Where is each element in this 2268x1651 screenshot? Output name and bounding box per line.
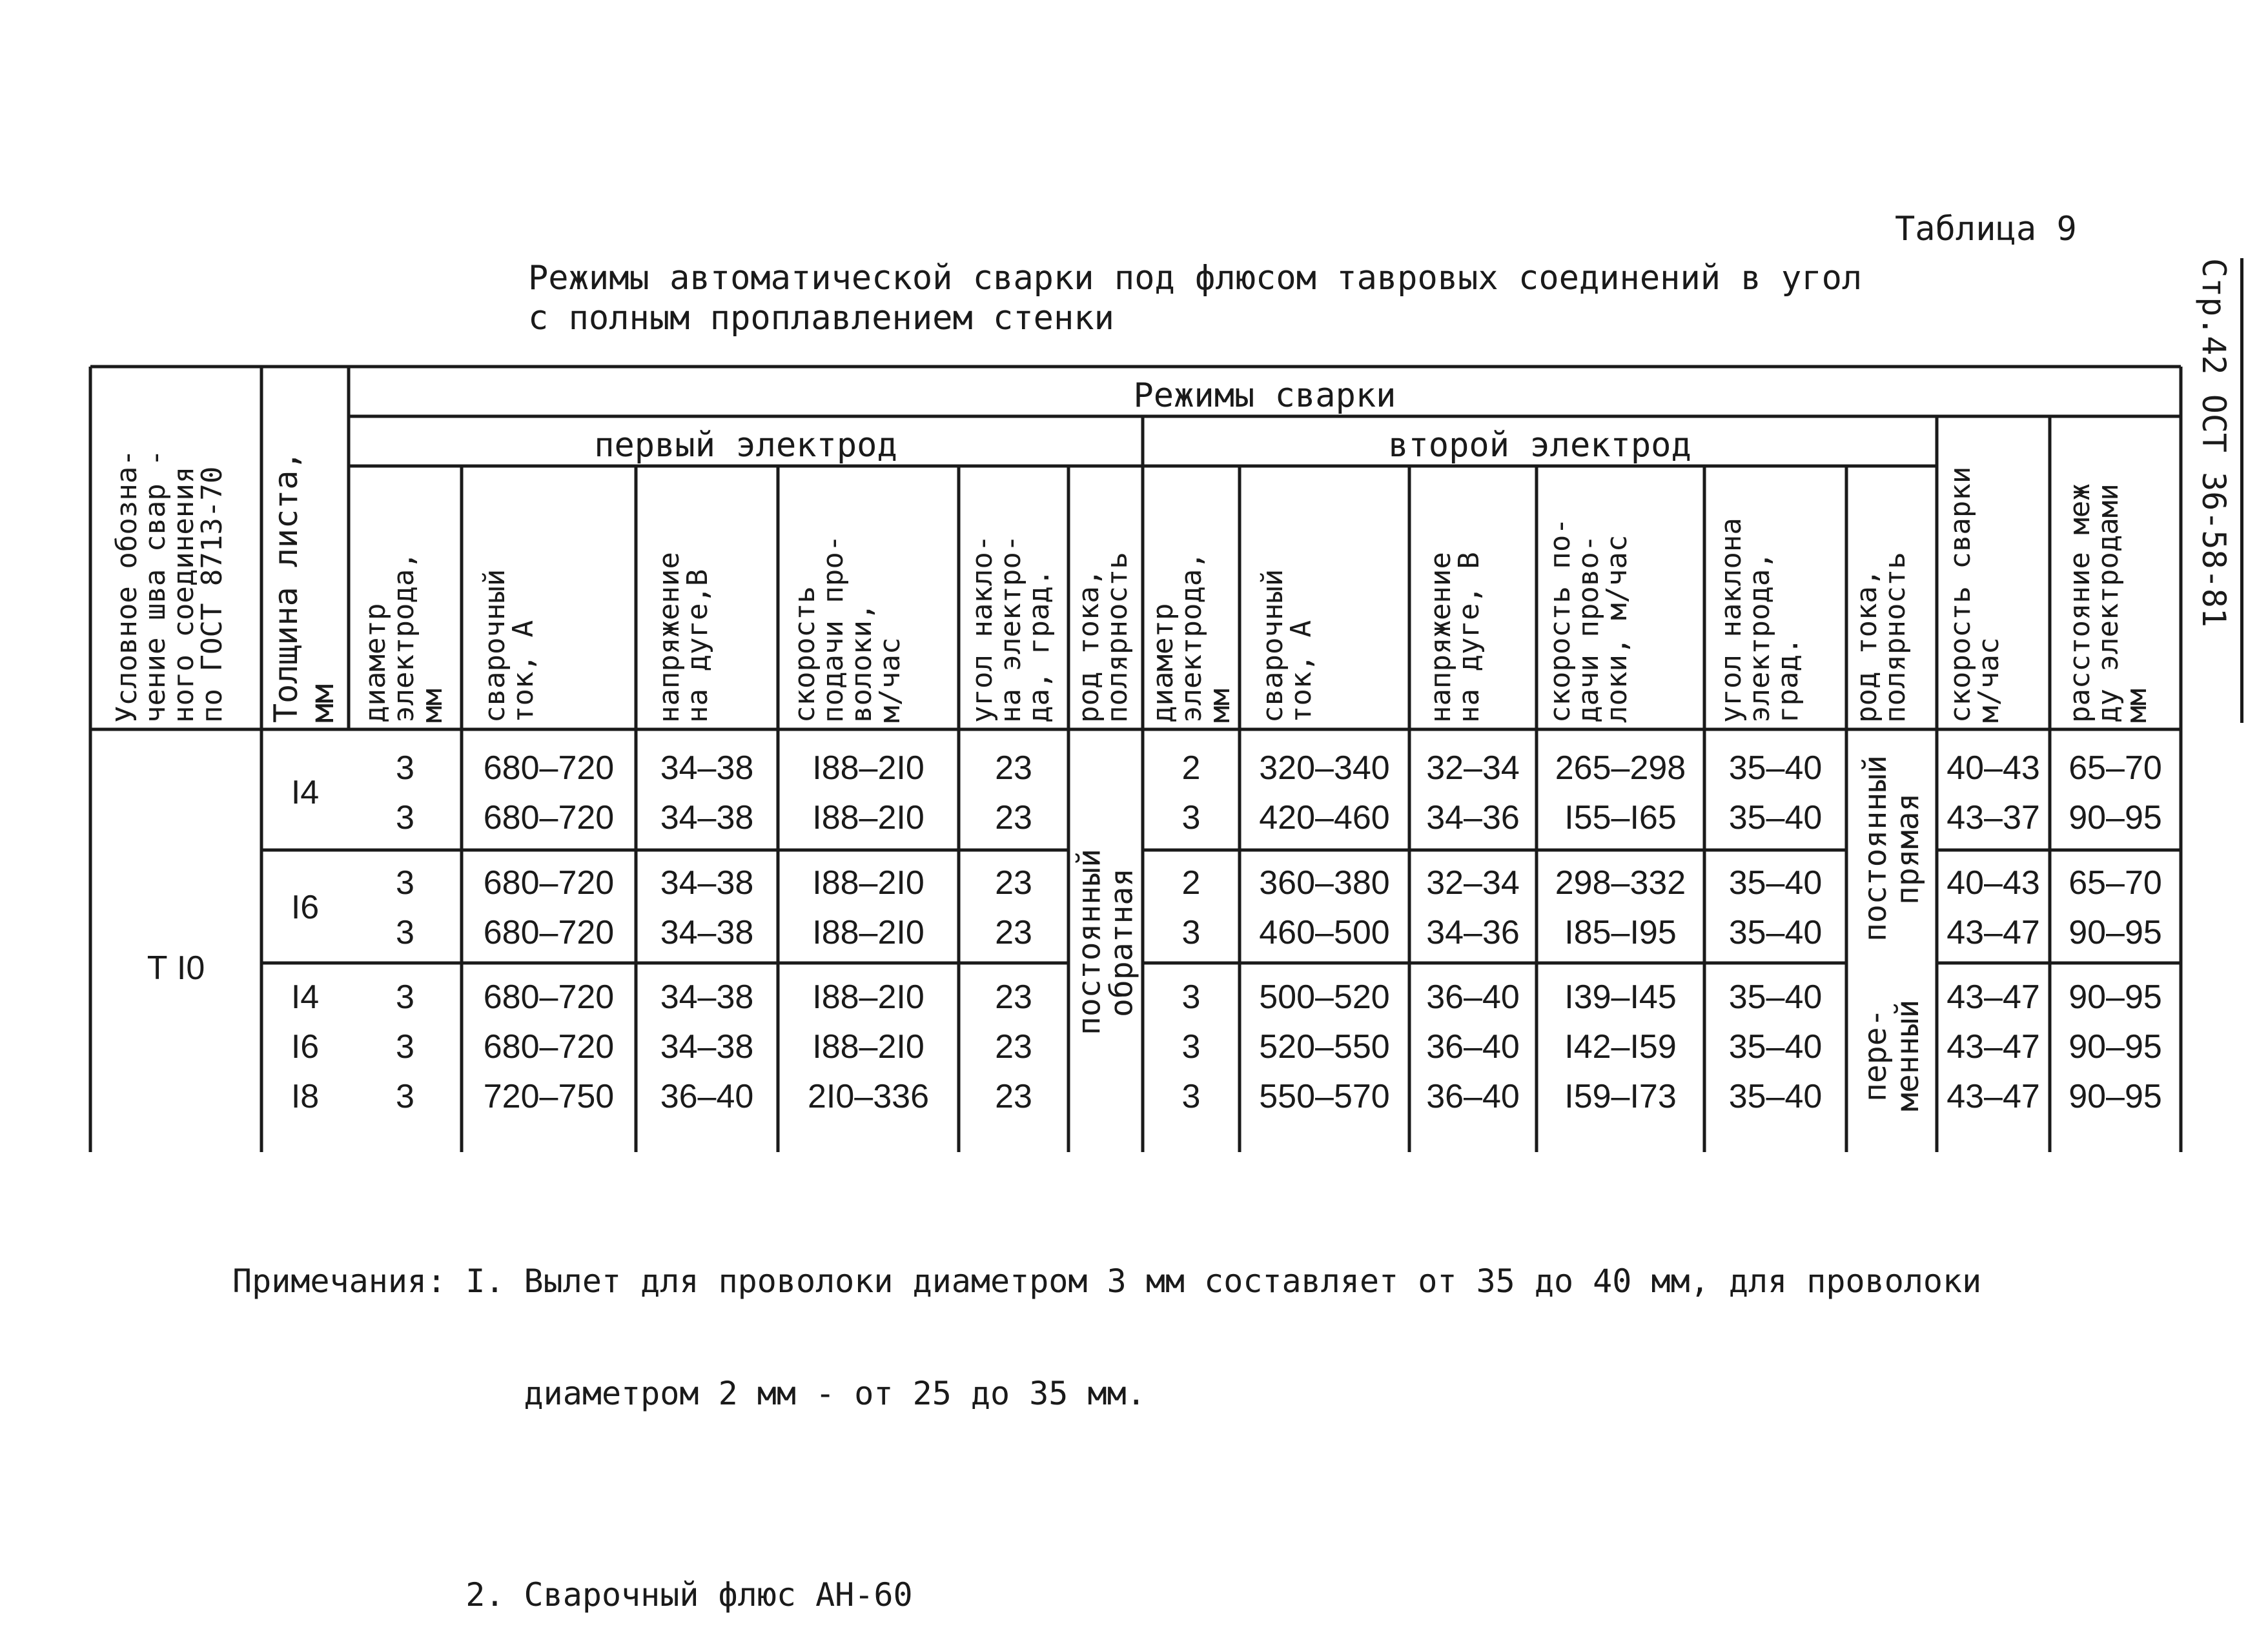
header-joint-designation: Условное обозна- чение шва свар - ного соединения по ГОСТ 8713-70	[110, 449, 229, 723]
table-number: Таблица 9	[1895, 210, 2077, 248]
header-e1-polarity: род тока, полярность	[1072, 552, 1134, 723]
header-e2-diameter: диаметр электрода, мм	[1147, 552, 1236, 723]
page-side-label: Стр.42 ОСТ 36-58-81	[2195, 258, 2243, 723]
sheet-thickness-cell: I8	[291, 1078, 320, 1115]
cell-e1-feed: I88–2I0	[812, 1028, 925, 1066]
cell-distance: 90–95	[2069, 1078, 2162, 1115]
header-second-electrode: второй электрод	[1388, 426, 1691, 465]
cell-e1-voltage: 34–38	[660, 978, 754, 1016]
cell-e2-current: 460–500	[1259, 914, 1390, 951]
table-title-line-1: Режимы автоматической сварки под флюсом тавровых соединений в угол	[528, 259, 1863, 298]
cell-e2-diameter: 2	[1181, 864, 1201, 902]
header-e2-polarity: род тока, полярность	[1850, 552, 1912, 723]
cell-e2-diameter: 3	[1181, 1028, 1201, 1066]
cell-e2-current: 550–570	[1259, 1078, 1390, 1115]
cell-e2-angle: 35–40	[1728, 799, 1823, 836]
sheet-thickness-cell: I6	[291, 889, 320, 926]
cell-distance: 90–95	[2069, 1028, 2162, 1066]
cell-e2-diameter: 3	[1181, 799, 1201, 836]
cell-e1-diameter: 3	[396, 799, 414, 836]
joint-designation: Т I0	[147, 949, 205, 987]
cell-e1-current: 680–720	[483, 978, 615, 1016]
cell-e2-voltage: 34–36	[1426, 799, 1520, 836]
cell-e1-diameter: 3	[396, 864, 414, 902]
table-title-line-2: с полным проплавлением стенки	[528, 299, 1114, 338]
cell-e1-voltage: 34–38	[660, 749, 754, 787]
cell-e2-voltage: 32–34	[1426, 864, 1520, 902]
e2-polarity-ac-value: пере- менный	[1857, 999, 1926, 1111]
cell-e2-feed: I39–I45	[1564, 978, 1677, 1016]
cell-e2-current: 360–380	[1259, 864, 1390, 902]
cell-e1-voltage: 34–38	[660, 914, 754, 951]
cell-e1-current: 720–750	[483, 1078, 615, 1115]
cell-e2-angle: 35–40	[1728, 1078, 1823, 1115]
cell-e2-diameter: 2	[1181, 749, 1201, 787]
cell-e1-feed: I88–2I0	[812, 799, 925, 836]
cell-e1-feed: 2I0–336	[808, 1078, 929, 1115]
header-e1-current: сварочный ток, А	[478, 569, 540, 723]
cell-e1-diameter: 3	[396, 914, 414, 951]
cell-e2-feed: I55–I65	[1564, 799, 1677, 836]
header-e1-wire-feed: скорость подачи про- волоки, м/час	[788, 534, 906, 723]
header-welding-modes: Режимы сварки	[1133, 376, 1396, 415]
cell-e2-diameter: 3	[1181, 978, 1201, 1016]
cell-e1-voltage: 34–38	[660, 1028, 754, 1066]
cell-e1-angle: 23	[995, 799, 1032, 836]
cell-e2-voltage: 36–40	[1426, 1028, 1520, 1066]
cell-speed: 40–43	[1946, 864, 2040, 902]
cell-distance: 65–70	[2069, 864, 2162, 902]
cell-e2-current: 420–460	[1259, 799, 1390, 836]
cell-e1-current: 680–720	[483, 864, 615, 902]
cell-speed: 43–47	[1946, 1028, 2040, 1066]
sheet-thickness-cell: I4	[291, 774, 320, 811]
cell-e2-angle: 35–40	[1728, 864, 1823, 902]
cell-e2-current: 520–550	[1259, 1028, 1390, 1066]
cell-speed: 43–47	[1946, 914, 2040, 951]
cell-e1-angle: 23	[995, 914, 1032, 951]
cell-e1-angle: 23	[995, 1078, 1032, 1115]
cell-e1-feed: I88–2I0	[812, 978, 925, 1016]
cell-distance: 90–95	[2069, 914, 2162, 951]
header-sheet-thickness: Толщина листа, мм	[267, 451, 341, 723]
cell-e1-current: 680–720	[483, 799, 615, 836]
cell-e1-diameter: 3	[396, 1028, 414, 1066]
note-1-line-2: диаметром 2 мм - от 25 до 35 мм.	[232, 1375, 1146, 1412]
cell-e2-feed: I42–I59	[1564, 1028, 1677, 1066]
cell-e2-diameter: 3	[1181, 1078, 1201, 1115]
cell-e2-feed: 265–298	[1555, 749, 1686, 787]
cell-distance: 65–70	[2069, 749, 2162, 787]
cell-e2-feed: I59–I73	[1564, 1078, 1677, 1115]
header-e2-current: сварочный ток, А	[1256, 569, 1318, 723]
cell-e1-angle: 23	[995, 978, 1032, 1016]
notes	[232, 1188, 1981, 1651]
header-e2-voltage: напряжение на дуге, В	[1424, 552, 1486, 723]
cell-e2-current: 500–520	[1259, 978, 1390, 1016]
header-electrode-distance: расстояние меж ду электродами мм	[2063, 483, 2153, 723]
cell-e2-angle: 35–40	[1728, 978, 1823, 1016]
header-e2-wire-feed: скорость по- дачи прово- локи, м/час	[1544, 518, 1633, 723]
cell-speed: 43–47	[1946, 1078, 2040, 1115]
cell-distance: 90–95	[2069, 799, 2162, 836]
cell-e1-angle: 23	[995, 1028, 1032, 1066]
cell-e1-diameter: 3	[396, 1078, 414, 1115]
cell-speed: 40–43	[1946, 749, 2040, 787]
cell-e2-voltage: 32–34	[1426, 749, 1520, 787]
cell-e1-feed: I88–2I0	[812, 914, 925, 951]
cell-e2-angle: 35–40	[1728, 749, 1823, 787]
e2-polarity-dc-value: постоянный прямая	[1857, 755, 1926, 942]
cell-e1-feed: I88–2I0	[812, 749, 925, 787]
cell-e2-voltage: 34–36	[1426, 914, 1520, 951]
cell-e1-angle: 23	[995, 749, 1032, 787]
header-e1-angle: угол накло- на электро- да, град.	[966, 534, 1056, 723]
header-e2-angle: угол наклона электрода, град.	[1715, 518, 1804, 723]
cell-e2-angle: 35–40	[1728, 1028, 1823, 1066]
cell-e1-voltage: 36–40	[660, 1078, 754, 1115]
cell-e2-voltage: 36–40	[1426, 1078, 1520, 1115]
cell-e1-voltage: 34–38	[660, 799, 754, 836]
cell-e2-feed: I85–I95	[1564, 914, 1677, 951]
e1-polarity-value: постоянный обратная	[1071, 849, 1140, 1036]
note-2: 2. Сварочный флюс АН-60	[232, 1576, 913, 1614]
cell-e1-feed: I88–2I0	[812, 864, 925, 902]
cell-e2-angle: 35–40	[1728, 914, 1823, 951]
note-1-line-1: Примечания: I. Вылет для проволоки диаметром 3 мм составляет от 35 до 40 мм, для проволоки	[232, 1262, 1982, 1300]
cell-e1-current: 680–720	[483, 1028, 615, 1066]
header-e1-voltage: напряжение на дуге,В	[653, 552, 714, 723]
cell-speed: 43–47	[1946, 978, 2040, 1016]
cell-e1-diameter: 3	[396, 749, 414, 787]
header-first-electrode: первый электрод	[594, 426, 897, 465]
cell-e2-current: 320–340	[1259, 749, 1390, 787]
cell-e1-voltage: 34–38	[660, 864, 754, 902]
cell-e1-angle: 23	[995, 864, 1032, 902]
cell-distance: 90–95	[2069, 978, 2162, 1016]
cell-e1-current: 680–720	[483, 749, 615, 787]
cell-e1-current: 680–720	[483, 914, 615, 951]
cell-e1-diameter: 3	[396, 978, 414, 1016]
sheet-thickness-cell: I4	[291, 978, 320, 1016]
cell-e2-diameter: 3	[1181, 914, 1201, 951]
cell-e2-feed: 298–332	[1555, 864, 1686, 902]
cell-e2-voltage: 36–40	[1426, 978, 1520, 1016]
sheet-thickness-cell: I6	[291, 1028, 320, 1066]
header-e1-diameter: диаметр электрода, мм	[359, 552, 449, 723]
cell-speed: 43–37	[1946, 799, 2040, 836]
header-welding-speed: скорость сварки м/час	[1944, 466, 2005, 723]
